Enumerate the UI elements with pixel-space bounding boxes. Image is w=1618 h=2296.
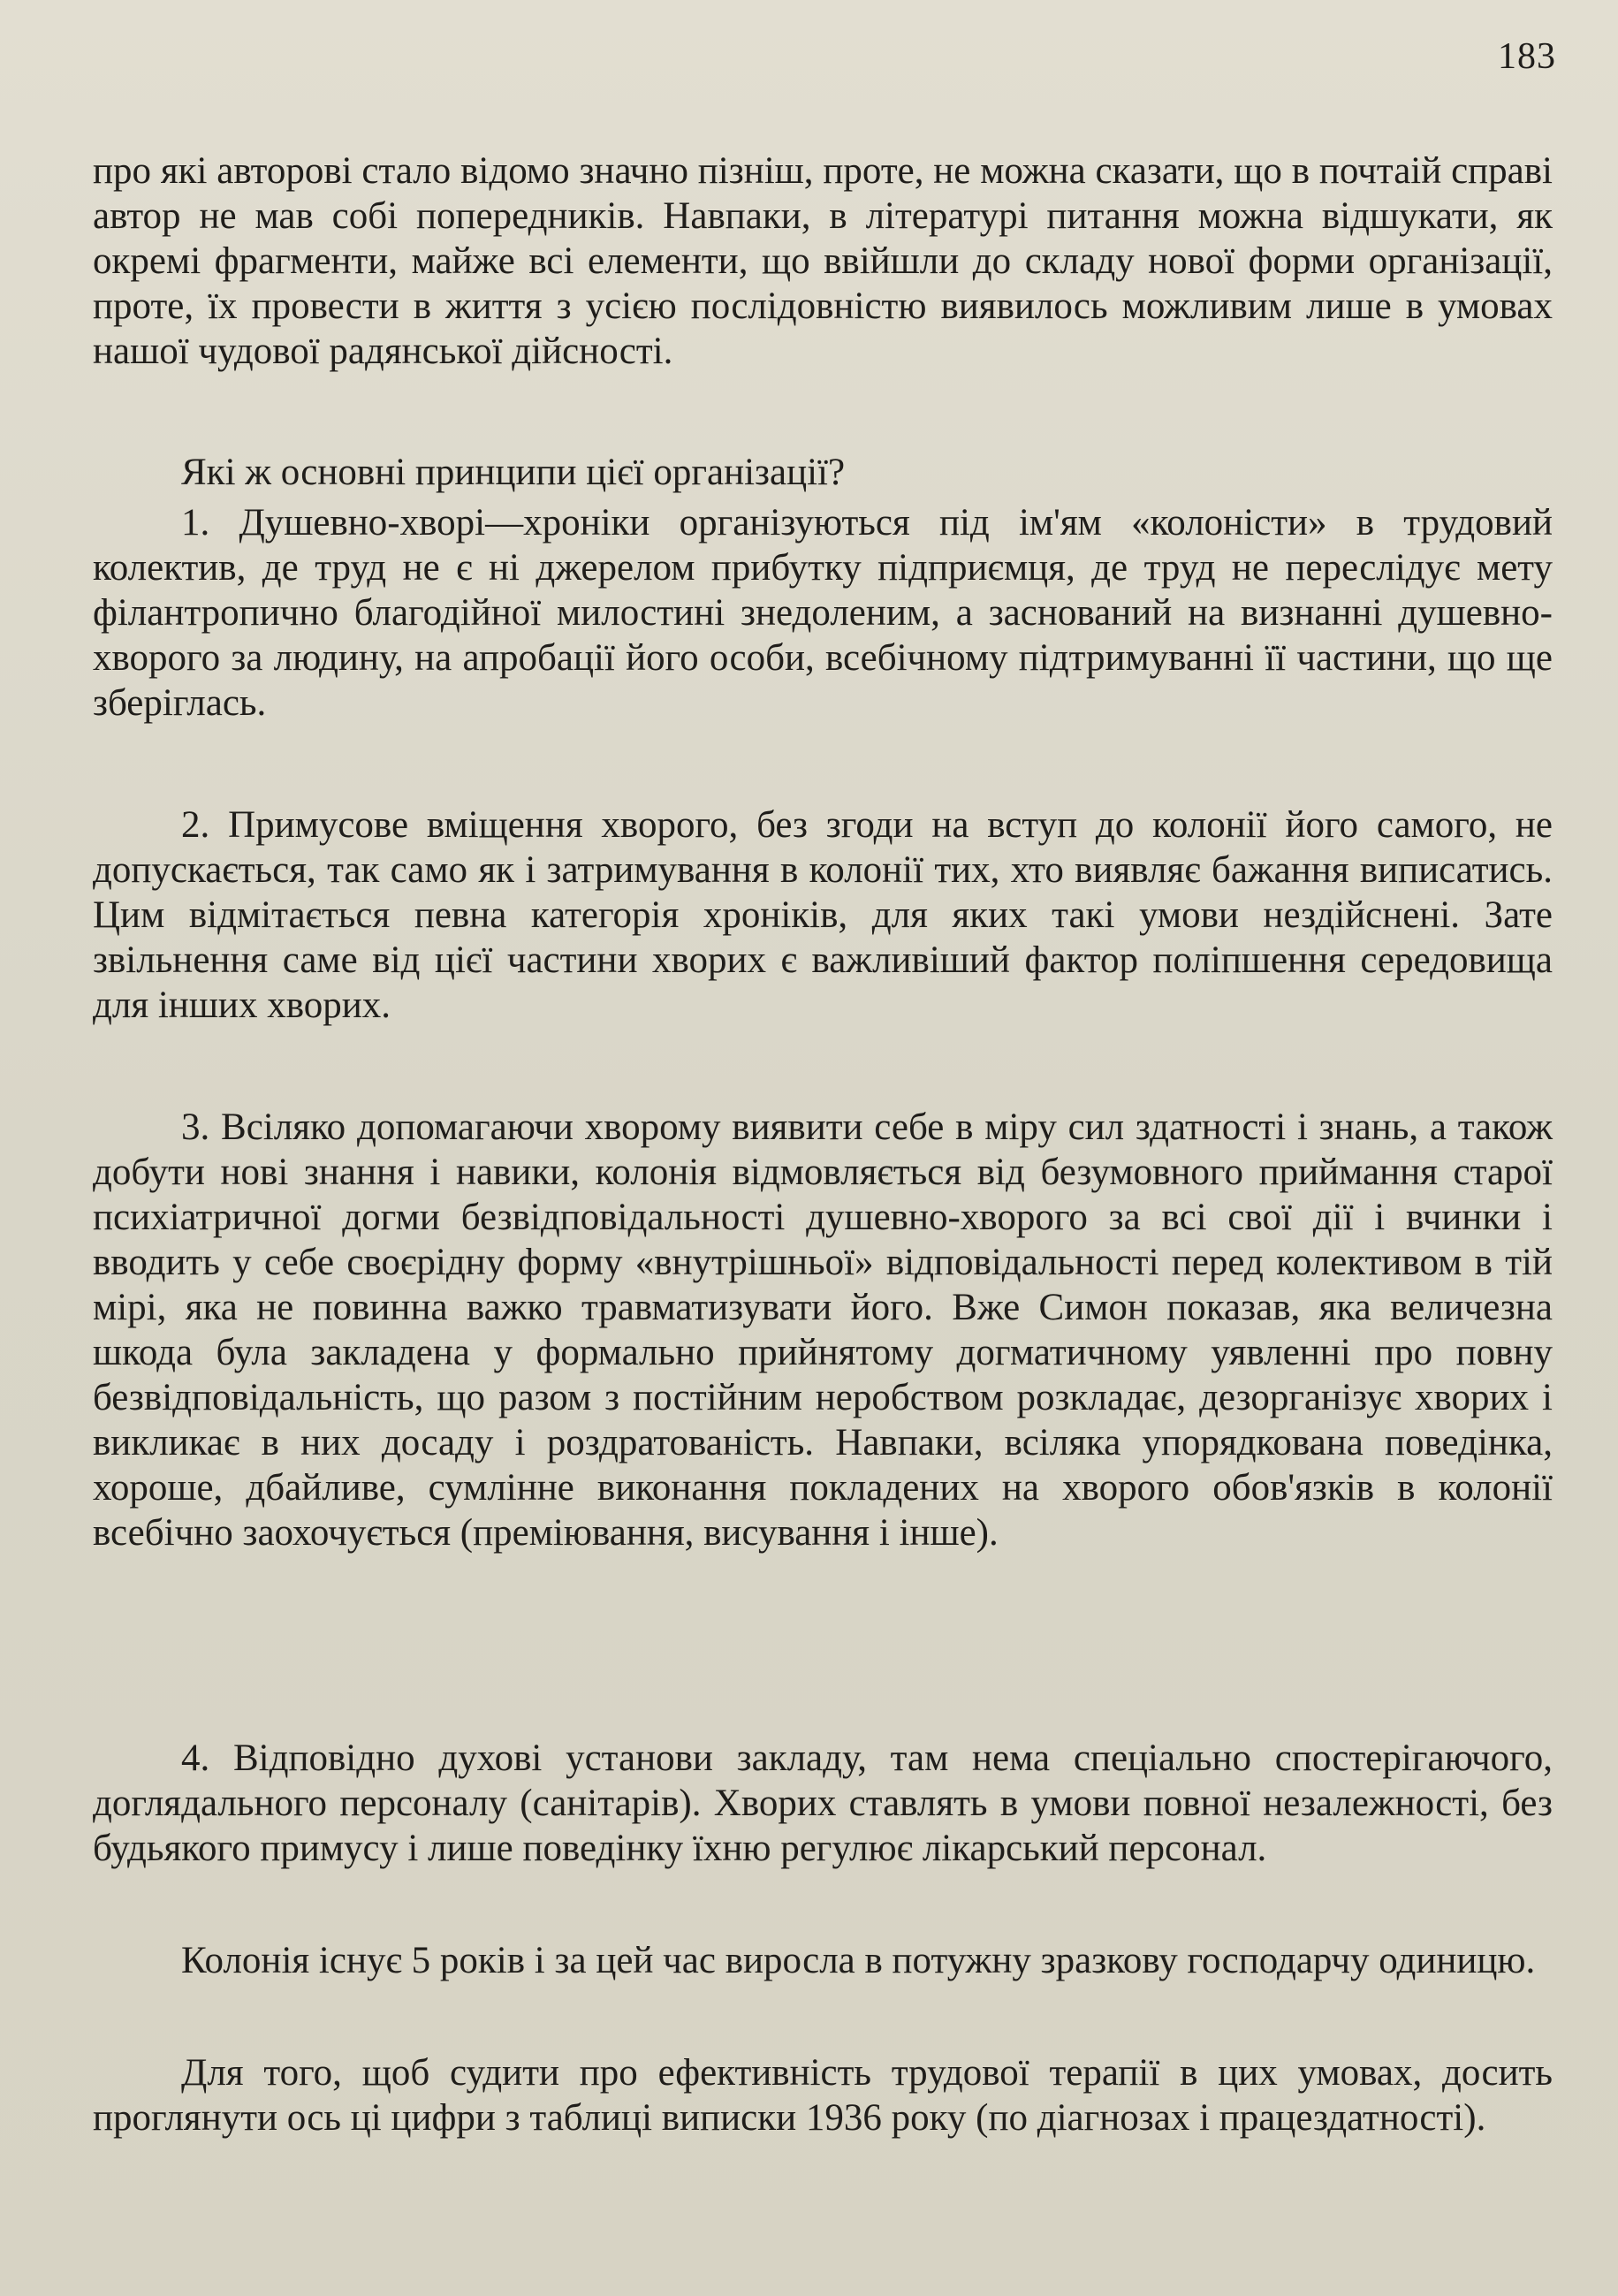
paragraph-question: Які ж основні принципи цієї організації? [181, 452, 846, 493]
paragraph-principle-4: 4. Відповідно духові установи закладу, там нема спеціально спостерігаючого, доглядального персоналу (санітарів). Хворих ставлять в умови повної незалежності, без будьякого примусу і лише поведінку їхню регулює лікарський персонал. [93, 1737, 1553, 1869]
paragraph-colony-age: Колонія існує 5 років і за цей час виросла в потужну зразкову господарчу одиницю. [181, 1940, 1536, 1981]
paragraph-intro: про які авторові стало відомо значно пізніш, проте, не можна сказати, що в почтаій справі автор не мав собі попередників. Навпаки, в літературі питання можна відшукати, як окремі фрагменти, майже всі елементи, що ввійшли до складу нової форми організації, проте, їх провести в життя з усією послідовністю виявилось можливим лише в умовах нашої чудової радянської дійсності. [93, 150, 1553, 372]
paragraph-principle-2: 2. Примусове вміщення хворого, без згоди на вступ до колонії його самого, не допускається, так само як і затримування в колонії тих, хто виявляє бажання виписатись. Цим відмітається певна категорія хроніків, для яких такі умови нездійснені. Зате звільнення саме від цієї частини хворих є важливіший фактор поліпшення середовища для інших хворих. [93, 804, 1553, 1026]
page-number: 183 [1498, 36, 1556, 77]
paragraph-statistics-intro: Для того, щоб судити про ефективність трудової терапії в цих умовах, досить проглянути ось ці цифри з таблиці виписки 1936 року (по діагнозах і працездатності). [93, 2052, 1553, 2139]
paragraph-principle-1: 1. Душевно-хворі—хроніки організуються під ім'ям «колоністи» в трудовий колектив, де труд не є ні джерелом прибутку підприємця, де труд не переслідує мету філантропично благодійної милостині знедоленим, а заснований на визнанні душевно-хворого за людину, на апробації його особи, всебічному підтримуванні її частини, що ще зберіглась. [93, 502, 1553, 724]
paragraph-principle-3: 3. Всіляко допомагаючи хворому виявити себе в міру сил здатності і знань, а також добути нові знання і навики, колонія відмовляється від безумовного приймання старої психіатричної догми безвідповідальності душевно-хворого за всі свої дії і вчинки і вводить у себе своєрідну форму «внутрішньої» відповідальності перед колективом в тій мірі, яка не повинна важко травматизувати його. Вже Симон показав, яка величезна шкода була закладена у формально прийнятому догматичному уявленні про повну безвідповідальність, що разом з постійним неробством розкладає, дезорганізує хворих і викликає в них досаду і роздратованість. Навпаки, всіляка упорядкована поведінка, хороше, дбайливе, сумлінне виконання покладених на хворого обов'язків в колонії всебічно заохочується (преміювання, висування і інше). [93, 1106, 1553, 1554]
